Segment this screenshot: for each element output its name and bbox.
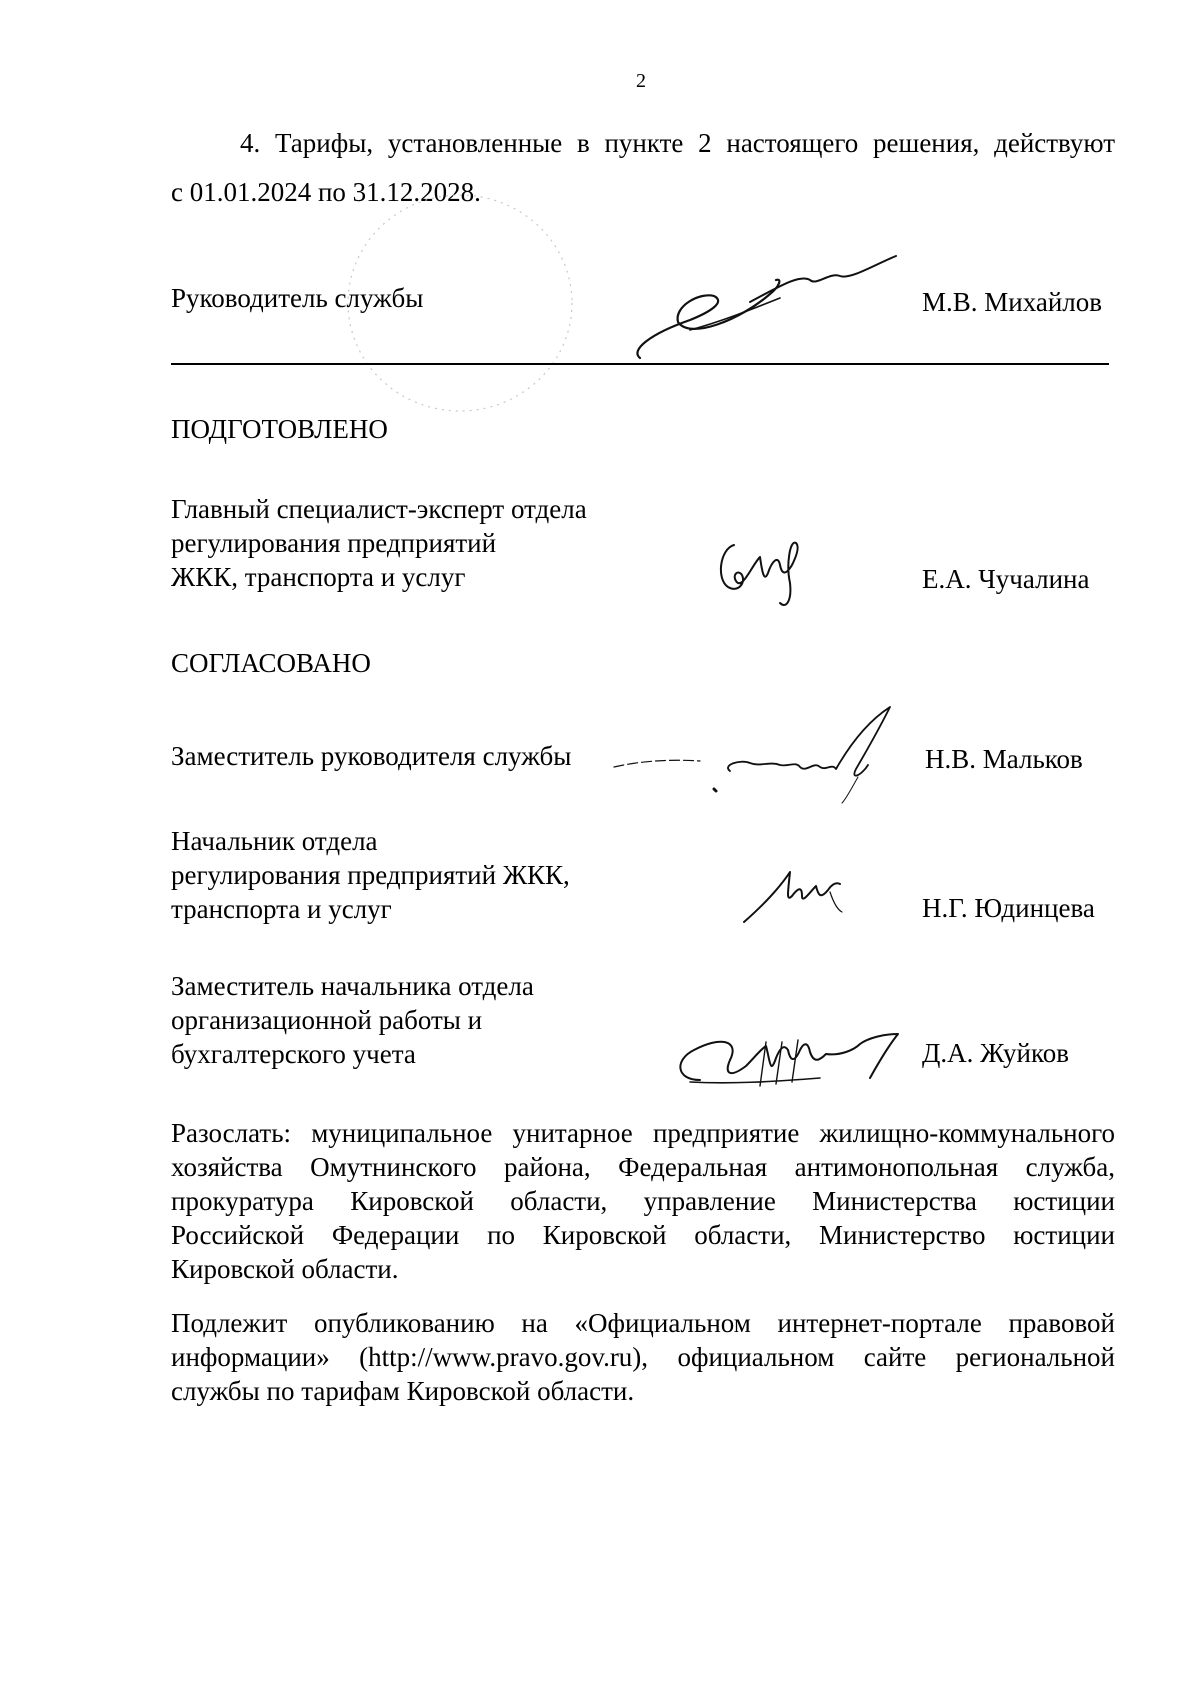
- prepared-position-line: Главный специалист-эксперт отдела: [171, 494, 587, 524]
- zhuykov-position-line: Заместитель начальника отдела: [171, 971, 534, 1001]
- zhuykov-position: [171, 969, 534, 1071]
- yudintseva-position-line: Начальник отдела: [171, 826, 378, 856]
- head-name: М.В. Михайлов: [922, 287, 1103, 317]
- signature-yudintseva: [740, 862, 860, 932]
- publication-note: [171, 1306, 1115, 1408]
- signature-mikhailov: [630, 250, 910, 370]
- publication-line: службы по тарифам Кировской области.: [171, 1376, 635, 1406]
- prepared-heading: ПОДГОТОВЛЕНО: [171, 414, 388, 444]
- prepared-position: [171, 492, 587, 594]
- head-title: Руководитель службы: [171, 283, 424, 313]
- publication-line: информации» (http://www.pravo.gov.ru), официальном сайте региональной: [171, 1342, 1115, 1372]
- malkov-position: Заместитель руководителя службы: [171, 741, 572, 771]
- signature-malkov: [610, 695, 940, 805]
- distribution-list: [171, 1116, 1115, 1286]
- prepared-name: Е.А. Чучалина: [922, 564, 1090, 594]
- yudintseva-position-line: транспорта и услуг: [171, 894, 392, 924]
- signature-zhuykov: [670, 1020, 910, 1100]
- yudintseva-name: Н.Г. Юдинцева: [922, 893, 1095, 923]
- signature-chuchalina: [712, 535, 812, 615]
- distribution-line: хозяйства Омутнинского района, Федеральная антимонопольная служба,: [171, 1152, 1115, 1182]
- yudintseva-position-line: регулирования предприятий ЖКК,: [171, 860, 570, 890]
- zhuykov-name: Д.А. Жуйков: [922, 1038, 1069, 1068]
- zhuykov-position-line: бухгалтерского учета: [171, 1039, 416, 1069]
- prepared-position-line: регулирования предприятий: [171, 528, 497, 558]
- distribution-line: Кировской области.: [171, 1254, 399, 1284]
- page-number: 2: [636, 70, 646, 92]
- prepared-position-line: ЖКК, транспорта и услуг: [171, 562, 466, 592]
- malkov-name: Н.В. Мальков: [925, 744, 1083, 774]
- distribution-line: прокуратура Кировской области, управление Министерства юстиции: [171, 1186, 1115, 1216]
- distribution-line: Разослать: муниципальное унитарное предприятие жилищно-коммунального: [171, 1118, 1115, 1148]
- distribution-line: Российской Федерации по Кировской области, Министерство юстиции: [171, 1220, 1115, 1250]
- yudintseva-position: [171, 824, 570, 926]
- zhuykov-position-line: организационной работы и: [171, 1005, 483, 1035]
- publication-line: Подлежит опубликованию на «Официальном интернет-портале правовой: [171, 1308, 1115, 1338]
- clause-4-line-2: с 01.01.2024 по 31.12.2028.: [171, 177, 481, 207]
- agreed-heading: СОГЛАСОВАНО: [171, 648, 371, 678]
- separator-line: [171, 363, 1109, 365]
- clause-4-line-1: 4. Тарифы, установленные в пункте 2 настоящего решения, действуют: [240, 128, 1115, 158]
